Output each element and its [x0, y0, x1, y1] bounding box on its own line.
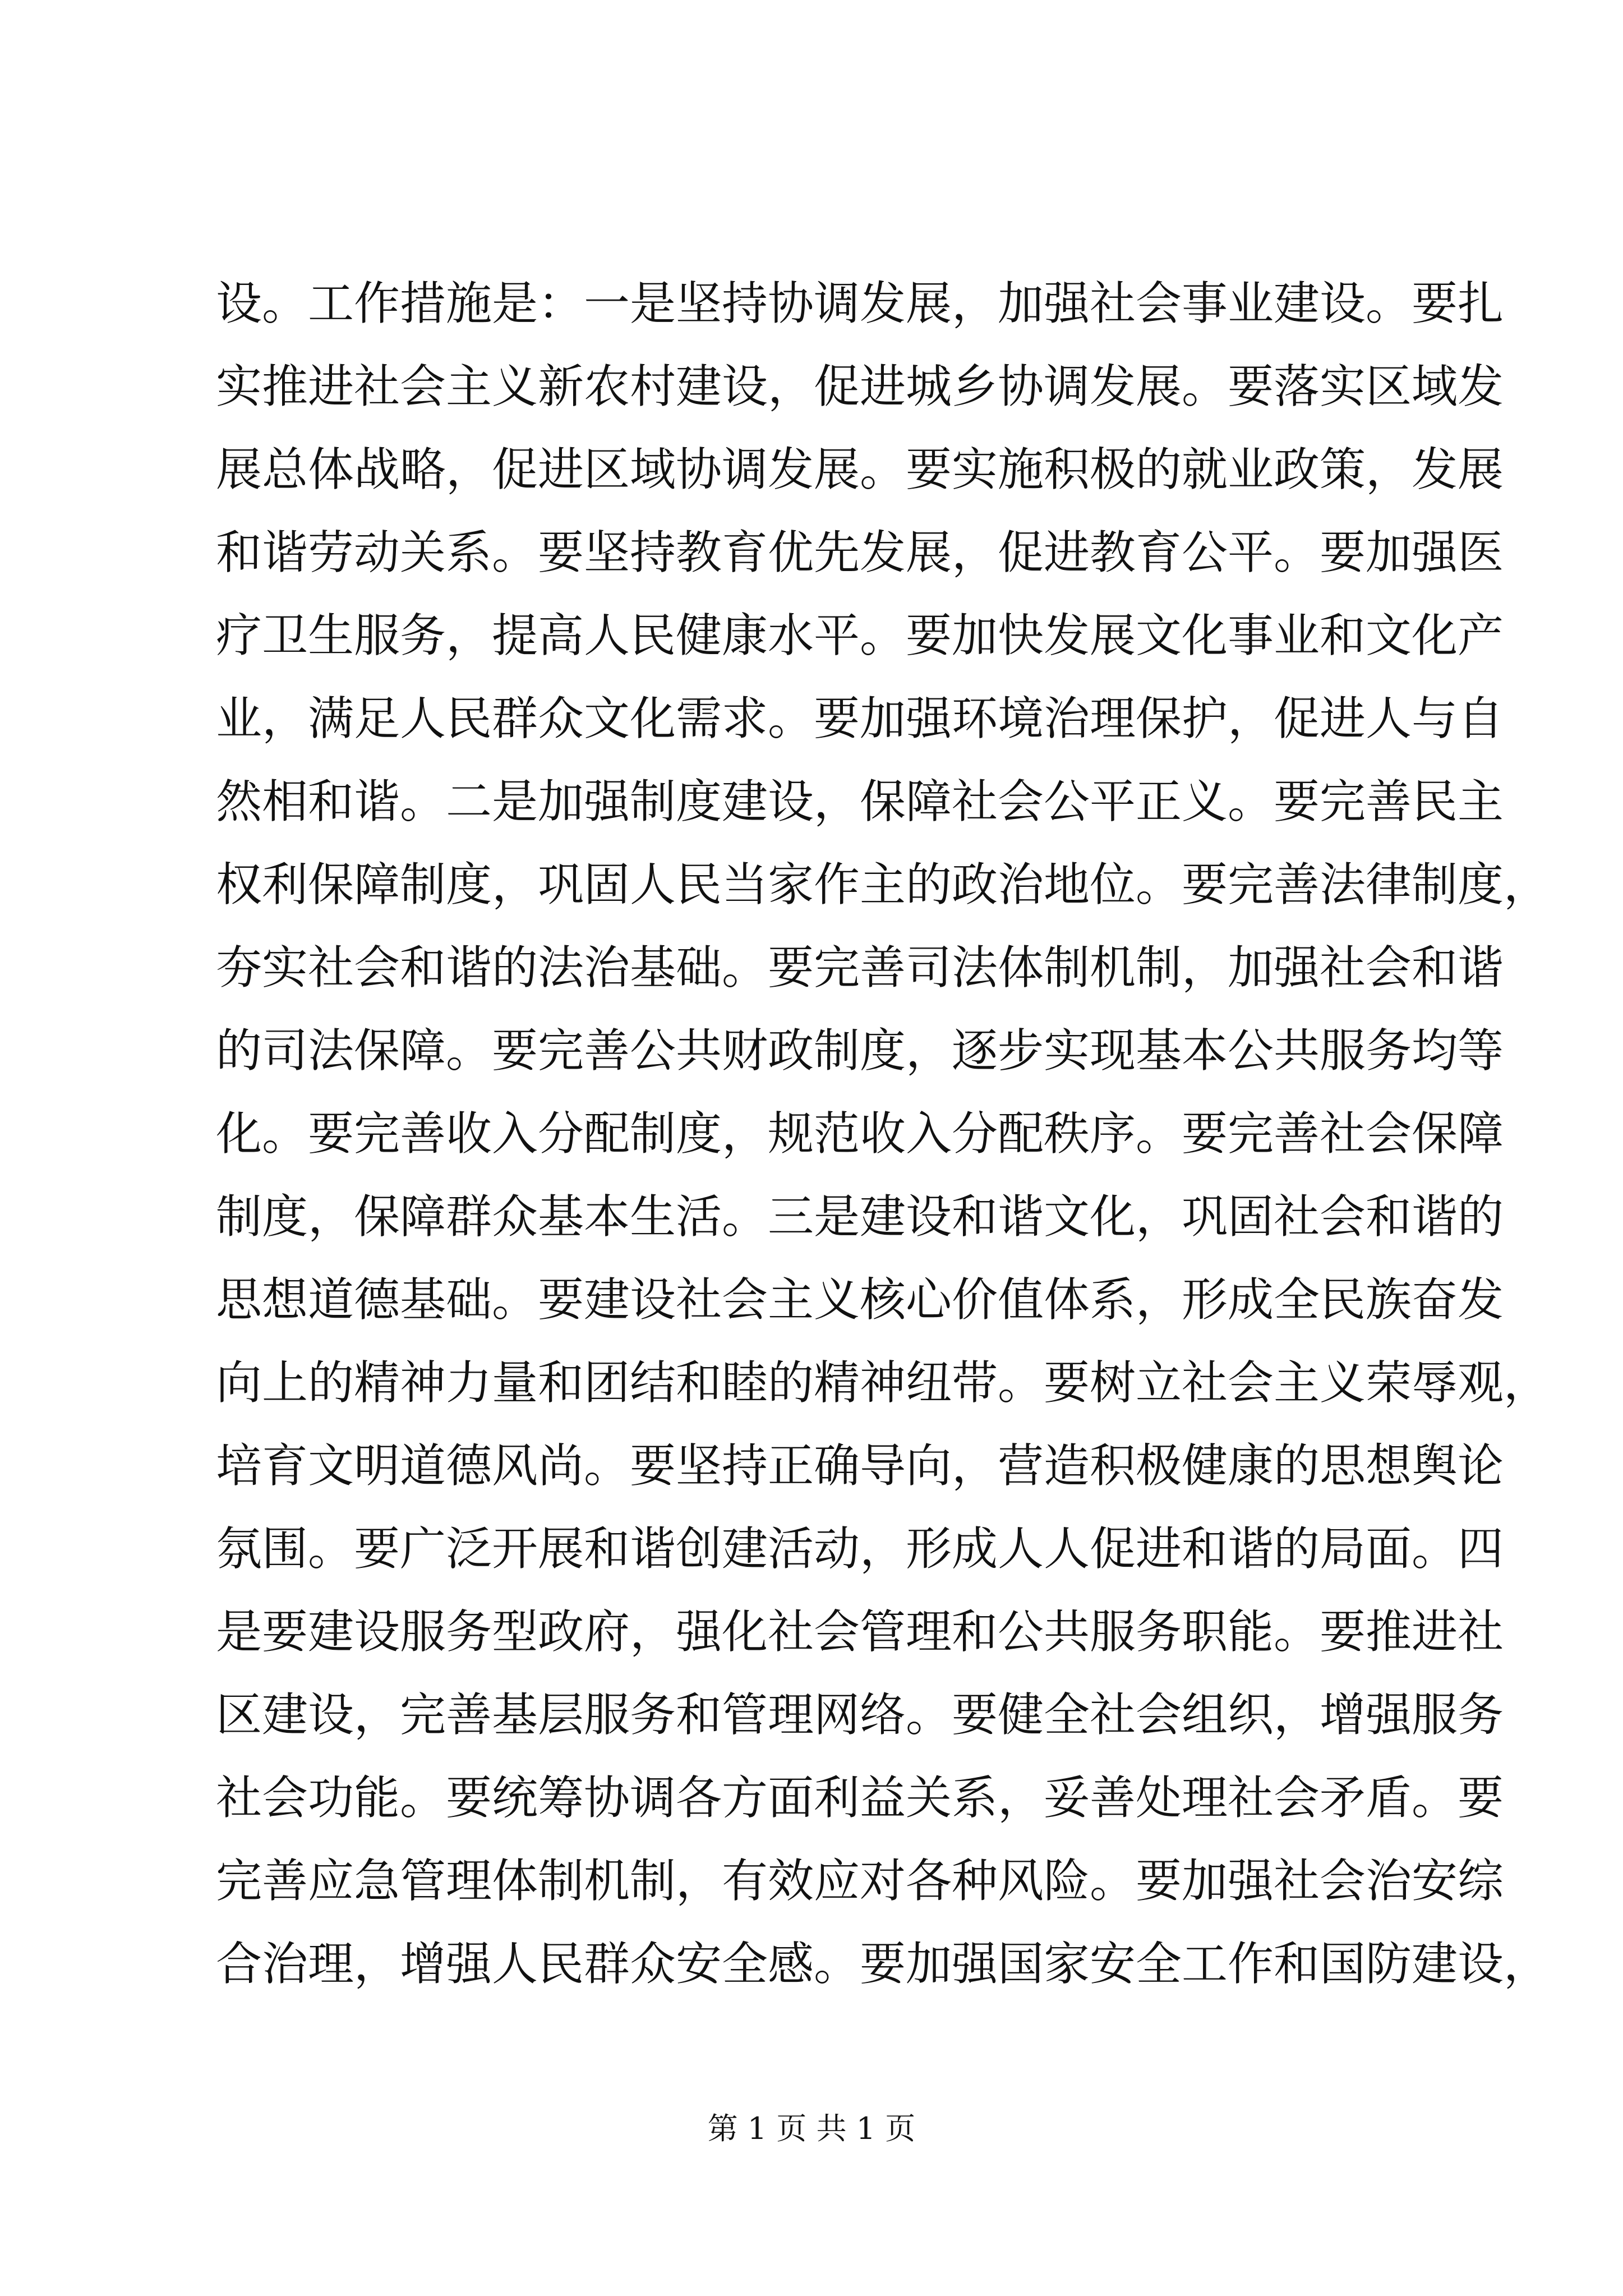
- text-line: 完善应急管理体制机制，有效应对各种风险。要加强社会治安综: [216, 1855, 1504, 1908]
- text-line: 化。要完善收入分配制度，规范收入分配秩序。要完善社会保障: [216, 1107, 1504, 1161]
- text-line: 然相和谐。二是加强制度建设，保障社会公平正义。要完善民主: [216, 775, 1504, 829]
- text-line: 合治理，增强人民群众安全感。要加强国家安全工作和国防建设，: [216, 1938, 1550, 1991]
- text-line: 制度，保障群众基本生活。三是建设和谐文化，巩固社会和谐的: [216, 1190, 1504, 1244]
- text-line: 是要建设服务型政府，强化社会管理和公共服务职能。要推进社: [216, 1605, 1504, 1659]
- text-line: 权利保障制度，巩固人民当家作主的政治地位。要完善法律制度，: [216, 858, 1550, 912]
- text-line: 和谐劳动关系。要坚持教育优先发展，促进教育公平。要加强医: [216, 526, 1504, 579]
- text-line: 的司法保障。要完善公共财政制度，逐步实现基本公共服务均等: [216, 1024, 1504, 1078]
- text-line: 疗卫生服务，提高人民健康水平。要加快发展文化事业和文化产: [216, 609, 1504, 662]
- text-line: 夯实社会和谐的法治基础。要完善司法体制机制，加强社会和谐: [216, 941, 1504, 995]
- text-line: 社会功能。要统筹协调各方面利益关系，妥善处理社会矛盾。要: [216, 1772, 1504, 1825]
- text-line: 业，满足人民群众文化需求。要加强环境治理保护，促进人与自: [216, 692, 1504, 746]
- page-footer: 第 1 页 共 1 页: [707, 2111, 916, 2146]
- text-line: 向上的精神力量和团结和睦的精神纽带。要树立社会主义荣辱观，: [216, 1356, 1550, 1410]
- text-line: 区建设，完善基层服务和管理网络。要健全社会组织，增强服务: [216, 1688, 1504, 1742]
- text-line: 氛围。要广泛开展和谐创建活动，形成人人促进和谐的局面。四: [216, 1522, 1504, 1576]
- text-line: 设。工作措施是：一是坚持协调发展，加强社会事业建设。要扎: [216, 277, 1504, 330]
- body-text: [216, 263, 1550, 2006]
- text-line: 实推进社会主义新农村建设，促进城乡协调发展。要落实区域发: [216, 360, 1504, 413]
- text-line: 思想道德基础。要建设社会主义核心价值体系，形成全民族奋发: [216, 1273, 1504, 1327]
- text-line: 展总体战略，促进区域协调发展。要实施积极的就业政策，发展: [216, 443, 1504, 496]
- text-line: 培育文明道德风尚。要坚持正确导向，营造积极健康的思想舆论: [216, 1439, 1504, 1493]
